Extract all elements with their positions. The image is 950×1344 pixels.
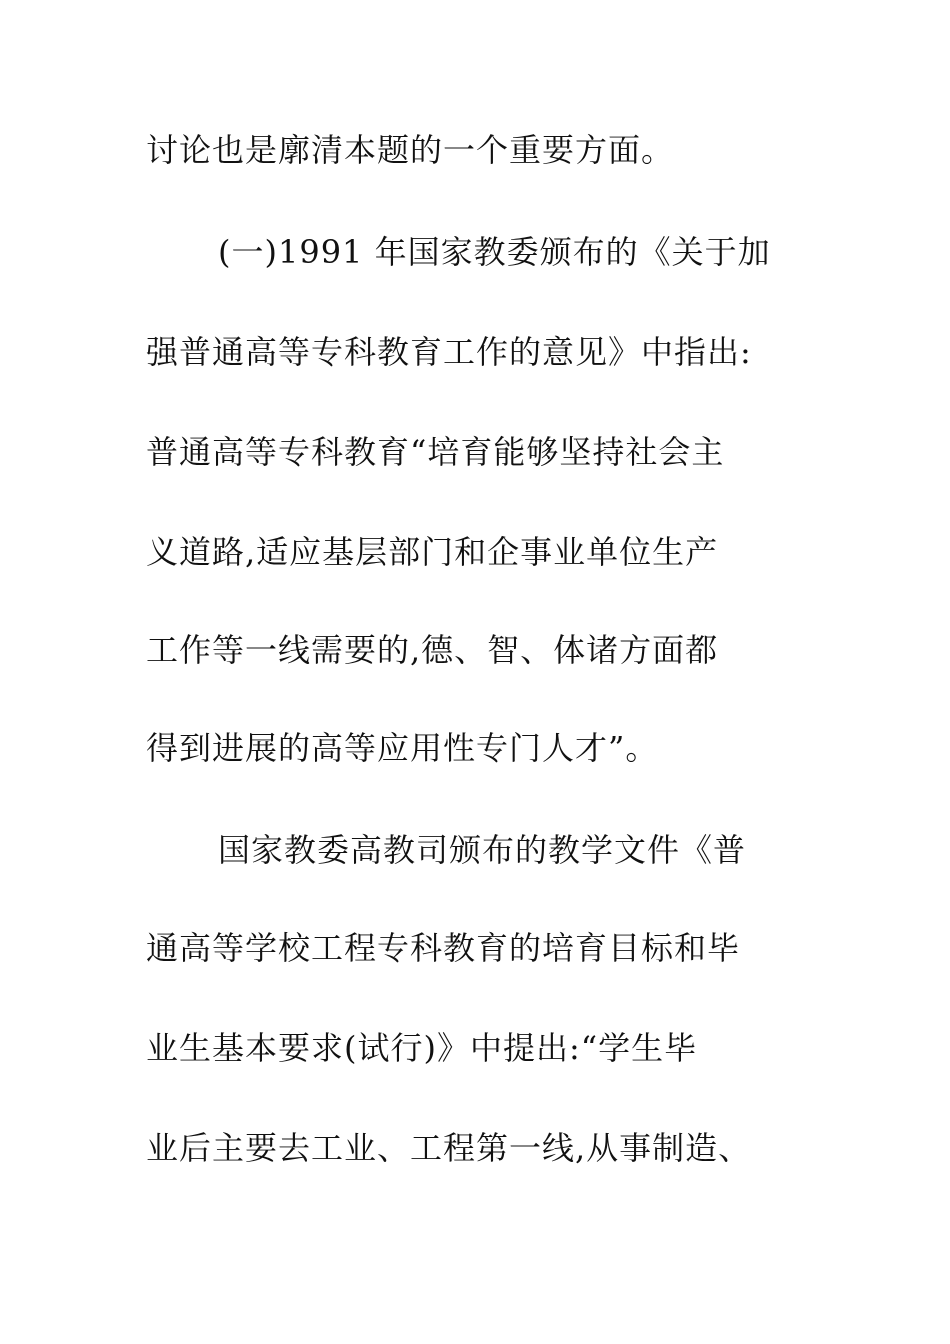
paragraph-start-line: 国家教委高教司颁布的教学文件《普 [218, 831, 747, 869]
text-line: 工作等一线需要的,德、智、体诸方面都 [146, 631, 719, 669]
text-line: 通高等学校工程专科教育的培育目标和毕 [146, 929, 741, 967]
text-line: 业后主要去工业、工程第一线,从事制造、 [146, 1129, 752, 1167]
text-line: 普通高等专科教育“培育能够坚持社会主 [146, 433, 725, 471]
paragraph-start-line: (一)1991 年国家教委颁布的《关于加 [218, 233, 771, 271]
text-line: 讨论也是廓清本题的一个重要方面。 [146, 131, 675, 169]
text-line: 强普通高等专科教育工作的意见》中指出: [146, 333, 752, 371]
text-line: 义道路,适应基层部门和企事业单位生产 [146, 533, 719, 571]
text-line: 业生基本要求(试行)》中提出:“学生毕 [146, 1029, 698, 1067]
text-line: 得到进展的高等应用性专门人才”。 [146, 729, 659, 767]
